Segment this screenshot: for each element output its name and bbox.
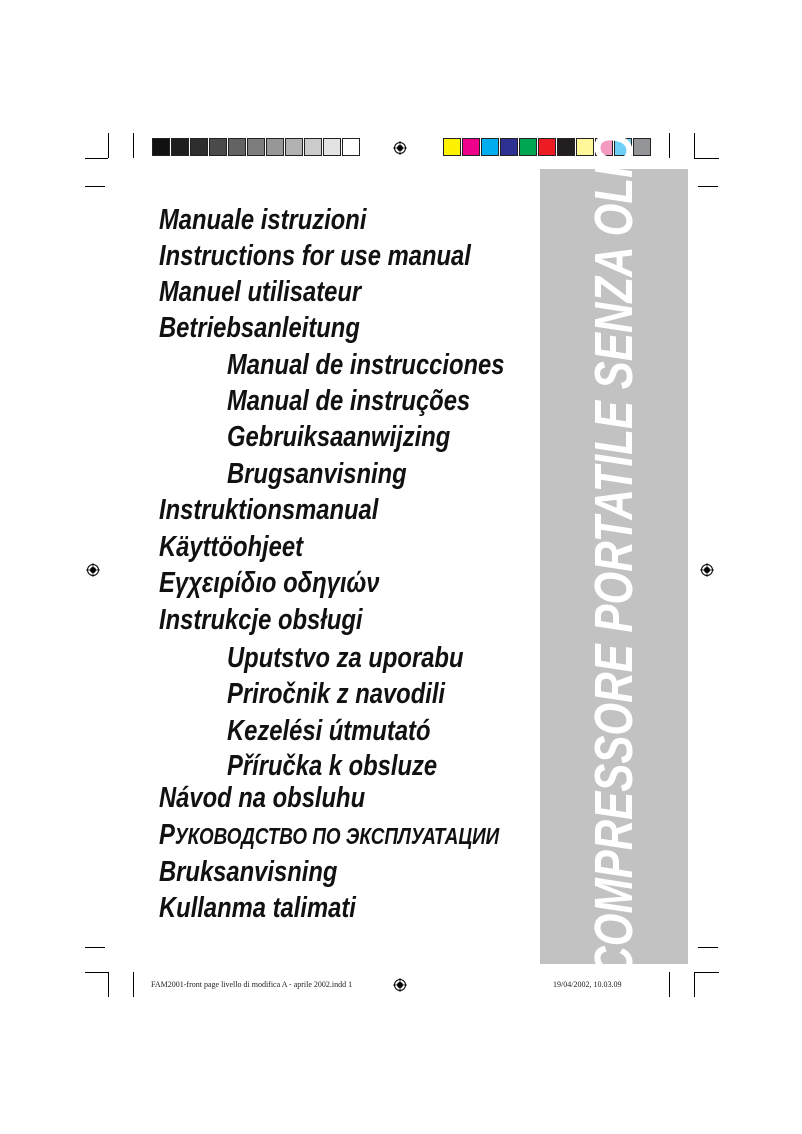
title-slovak: Návod na obsluhu bbox=[159, 782, 366, 814]
color-swatch bbox=[342, 138, 360, 156]
title-russian bbox=[159, 818, 499, 853]
color-swatch bbox=[152, 138, 170, 156]
title-greek: Εγχειρίδιο οδηγιών bbox=[159, 567, 380, 599]
crop-mark bbox=[85, 158, 108, 159]
color-swatch bbox=[266, 138, 284, 156]
title-swedish: Instruktionsmanual bbox=[159, 494, 379, 526]
title-german: Betriebsanleitung bbox=[159, 312, 360, 344]
color-swatch bbox=[285, 138, 303, 156]
color-swatch bbox=[228, 138, 246, 156]
title-finnish: Käyttöohjeet bbox=[159, 531, 304, 563]
crop-mark bbox=[694, 133, 695, 158]
crop-mark bbox=[108, 133, 109, 158]
crop-mark bbox=[669, 972, 670, 997]
grayscale-bar bbox=[152, 138, 361, 156]
color-swatch bbox=[519, 138, 537, 156]
crop-mark bbox=[133, 972, 134, 997]
color-swatch bbox=[304, 138, 322, 156]
crop-mark bbox=[694, 158, 719, 159]
title-croatian: Uputstvo za uporabu bbox=[227, 642, 464, 674]
title-russian-rest: УКОВОДСТВО ПО ЭКСПЛУАТАЦИИ bbox=[174, 823, 500, 849]
color-swatch bbox=[190, 138, 208, 156]
color-swatch bbox=[171, 138, 189, 156]
crop-mark bbox=[698, 947, 718, 948]
title-slovenian: Priročnik z navodili bbox=[227, 678, 446, 710]
crop-mark bbox=[694, 972, 695, 997]
color-swatch bbox=[247, 138, 265, 156]
title-hungarian: Kezelési útmutató bbox=[227, 715, 431, 747]
color-swatch bbox=[538, 138, 556, 156]
crop-mark bbox=[85, 186, 105, 187]
title-english: Instructions for use manual bbox=[159, 240, 471, 272]
title-portuguese: Manual de instruções bbox=[227, 385, 471, 417]
color-swatch bbox=[209, 138, 227, 156]
crop-mark bbox=[108, 972, 109, 997]
title-spanish: Manual de instrucciones bbox=[227, 349, 505, 381]
footer-file-info: FAM2001-front page livello di modifica A - aprile 2002.indd 1 bbox=[151, 980, 353, 989]
crop-mark bbox=[694, 972, 719, 973]
title-dutch: Gebruiksaanwijzing bbox=[227, 421, 451, 453]
title-french: Manuel utilisateur bbox=[159, 276, 362, 308]
title-danish: Brugsanvisning bbox=[227, 458, 407, 490]
footer-timestamp: 19/04/2002, 10.03.09 bbox=[553, 980, 622, 989]
title-russian-initial: Р bbox=[159, 819, 175, 851]
registration-mark-icon bbox=[393, 978, 407, 992]
color-swatch bbox=[557, 138, 575, 156]
color-swatch bbox=[462, 138, 480, 156]
crop-mark bbox=[669, 133, 670, 158]
side-band-title: COMPRESSORE PORTATILE SENZA OLIO bbox=[584, 133, 644, 977]
title-polish: Instrukcje obsługi bbox=[159, 604, 363, 636]
crop-mark bbox=[133, 133, 134, 158]
title-turkish: Kullanma talimati bbox=[159, 892, 356, 924]
crop-mark bbox=[698, 186, 718, 187]
color-swatch bbox=[500, 138, 518, 156]
registration-mark-icon bbox=[86, 563, 100, 577]
crop-mark bbox=[85, 972, 108, 973]
color-swatch bbox=[443, 138, 461, 156]
registration-mark-icon bbox=[700, 563, 714, 577]
title-norwegian: Bruksanvisning bbox=[159, 856, 338, 888]
title-czech: Příručka k obsluze bbox=[227, 750, 438, 782]
title-italian: Manuale istruzioni bbox=[159, 204, 367, 236]
color-swatch bbox=[323, 138, 341, 156]
registration-mark-icon bbox=[393, 141, 407, 155]
color-swatch bbox=[481, 138, 499, 156]
crop-mark bbox=[85, 947, 105, 948]
